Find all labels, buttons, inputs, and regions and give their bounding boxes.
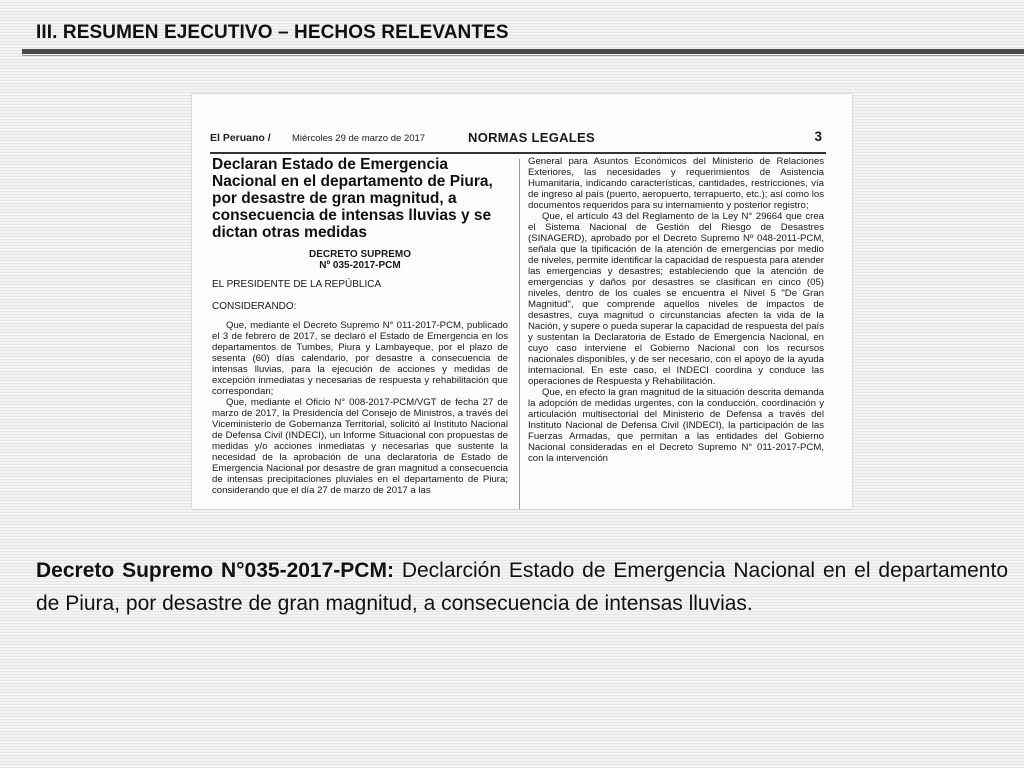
- right-paragraph-2: Que, el artículo 43 del Reglamento de la Ley N° 29664 que crea el Sistema Nacional de Gestión del Riesgo de Desastres (SINAGERD), aprobado por el Decreto Supremo Nº 048-2011-PCM, señala que la tipificación de la atención de emergencias por medio de niveles, permite identificar la capacidad de respuesta para atender las emergencias y desastres; estableciendo que la atención de emergencias y daños por desastres se clasifican en cinco (05) niveles, dentro de los cuales se encuentra el Nivel 5 "De Gran Magnitud", que comprende aquellos niveles de impactos de desastres, cuya magnitud o circunstancias afecten la vida de la Nación, y supere o pueda superar la capacidad de respuesta del país y sustentan la Declaratoria de Estado de Emergencia Nacional, en cuyo caso interviene el Gobierno Nacional con los recursos nacionales disponibles, y de ser necesario, con el apoyo de la ayuda internacional. En este caso, el INDECI coordina y conduce las operaciones de Respuesta y Rehabilitación.: [528, 211, 824, 387]
- newspaper-left-column: [212, 156, 508, 496]
- slide-caption: [36, 554, 1008, 620]
- caption-description: Declarción Estado de Emergencia Nacional en el departamento de Piura, por desastre de gran magnitud, a consecuencia de intensas lluvias.: [36, 559, 1008, 615]
- left-paragraph-1: Que, mediante el Decreto Supremo N° 011-2017-PCM, publicado el 3 de febrero de 2017, se declaró el Estado de Emergencia en los departamentos de Tumbes, Piura y Lambayeque, por el plazo de sesenta (60) días calendario, por desastre a consecuencia de intensas lluvias, para la ejecución de acciones y medidas de excepción inmediatas y necesarias de respuesta y rehabilitación que correspondan;: [212, 320, 508, 397]
- title-divider-shadow: [22, 55, 1024, 56]
- decree-number: Nº 035-2017-PCM: [319, 260, 401, 271]
- newspaper-section: NORMAS LEGALES: [468, 130, 595, 145]
- title-divider: [22, 49, 1024, 54]
- newspaper-header: [210, 129, 826, 149]
- newspaper-date: Miércoles 29 de marzo de 2017: [292, 133, 426, 144]
- newspaper-right-column: [528, 156, 824, 464]
- left-paragraph-2: Que, mediante el Oficio N° 008-2017-PCM/VGT de fecha 27 de marzo de 2017, la Presidencia del Consejo de Ministros, a través del Viceministerio de Gobernanza Territorial, solicitó al Instituto Nacional de Defensa Civil (INDECI), un Informe Situacional con propuestas de medidas y/o acciones inmediatas y necesarias que sustente la necesidad de la aprobación de una declaratoria de Estado de Emergencia Nacional por desastre de gran magnitud a consecuencia de intensas precipitaciones pluviales en el departamento de Piura; considerando que el día 27 de marzo de 2017 a las: [212, 397, 508, 496]
- newspaper-page-number: 3: [814, 129, 822, 144]
- right-paragraph-3: Que, en efecto la gran magnitud de la situación descrita demanda la adopción de medidas urgentes, con la conducción, coordinación y articulación multisectorial del Ministerio de Defensa a través del Instituto Nacional de Defensa Civil (INDECI), la participación de las Fuerzas Armadas, que permitan a las entidades del Gobierno Nacional consideradas en el Decreto Supremo N° 011-2017-PCM, con la intervención: [528, 387, 824, 464]
- president-label: EL PRESIDENTE DE LA REPÚBLICA: [212, 279, 382, 290]
- newspaper-clipping: [192, 94, 852, 509]
- newspaper-name: El Peruano /: [210, 132, 271, 144]
- decree-title: DECRETO SUPREMO: [308, 249, 412, 260]
- column-divider: [519, 159, 520, 509]
- newspaper-headline: Declaran Estado de Emergencia Nacional en el departamento de Piura, por desastre de gran magnitud, a consecuencia de intensas lluvias y se dictan otras medidas: [212, 156, 493, 241]
- right-paragraph-1: General para Asuntos Económicos del Ministerio de Relaciones Exteriores, las necesidades y requerimientos de Asistencia Humanitaria, indicando características, cantidades, restricciones, vía de ingreso al país (puerto, aeropuerto, terrapuerto, etc.); así como los documentos requeridos para su internamiento y posterior registro;: [528, 156, 824, 211]
- caption-decree-label: Decreto Supremo N°035-2017-PCM:: [36, 559, 394, 582]
- newspaper-header-rule: [210, 152, 826, 154]
- slide-title: III. RESUMEN EJECUTIVO – HECHOS RELEVANTES: [36, 22, 509, 43]
- considerando-label: CONSIDERANDO:: [212, 301, 297, 312]
